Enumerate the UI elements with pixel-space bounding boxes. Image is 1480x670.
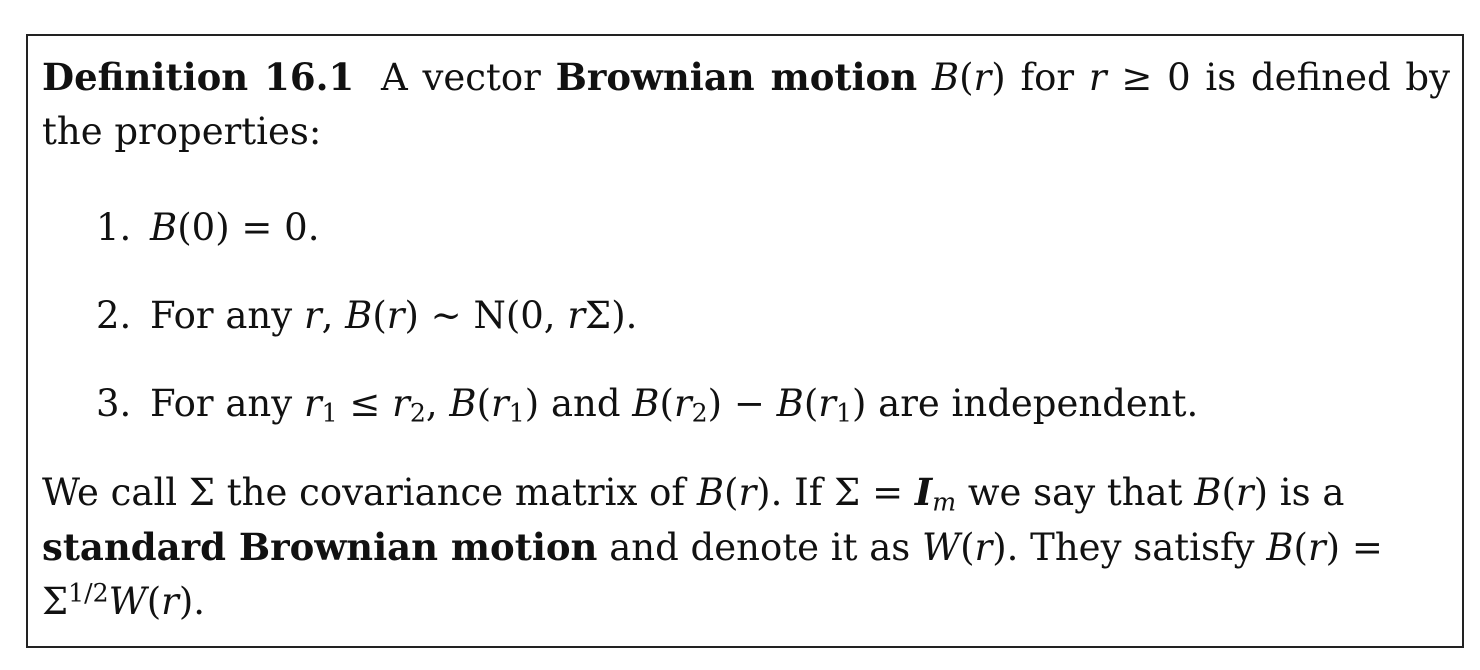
item-text: For any — [150, 294, 293, 337]
list-number: 2. — [96, 294, 132, 337]
outro-text-1: We call Σ the covariance matrix of — [42, 471, 686, 514]
outro-text-6: They satisfy — [1030, 526, 1255, 569]
exponent: 1/2 — [68, 578, 109, 608]
math-r: r — [303, 382, 322, 425]
outro-text-4: is a — [1279, 471, 1345, 514]
item-end-text: are independent. — [878, 382, 1199, 425]
list-item: 2. For any r, B(r) ~ N(0, rΣ). — [42, 289, 1450, 343]
sub-2: 2 — [409, 398, 426, 428]
definition-label: Definition 16.1 — [42, 55, 355, 99]
math-r: r — [161, 580, 179, 623]
list-item: 1. B(0) = 0. — [42, 201, 1450, 255]
math-r: r — [386, 294, 405, 337]
term-standard-brownian-motion: standard Brownian motion — [42, 525, 598, 569]
math-W: W — [108, 580, 147, 623]
definition-box — [26, 34, 1464, 648]
list-item: 3. For any $r_1 \le r_2$, $B(r_1)$ and $B(r_2) - B(r_1)$ are independent. — [42, 377, 1450, 431]
math-sigma: Σ — [42, 580, 69, 623]
math-B: B — [632, 382, 660, 425]
math-W: W — [922, 526, 961, 569]
for-text: for — [1020, 56, 1075, 99]
definition-content — [42, 50, 1450, 629]
item-text: For any — [150, 382, 293, 425]
outro-text-2: If Σ = — [794, 471, 904, 514]
math-r: r — [974, 526, 993, 569]
math-B: B — [449, 382, 477, 425]
math-r: r — [818, 382, 836, 425]
list-number: 3. — [96, 382, 132, 425]
outro-text-5: and denote it as — [609, 526, 911, 569]
sub-2: 2 — [691, 398, 708, 428]
list-number: 1. — [96, 206, 132, 249]
math-r: r — [1235, 471, 1254, 514]
sub-1: 1 — [321, 398, 338, 428]
definition-outro: We call Σ the covariance matrix of B(r). If $\Sigma = I_m$ we say that B(r) is a standard Brownian motion and denote it as W(r). They satisfy $B(r) = \Sigma^{1/2}W(r)$. — [42, 470, 1383, 623]
math-r: r — [392, 382, 410, 425]
math-r: r — [567, 294, 586, 337]
math-sigma: Σ — [585, 294, 612, 337]
math-B: B — [931, 56, 960, 99]
math-B: B — [150, 206, 178, 249]
sub-1: 1 — [835, 398, 852, 428]
intro-text-1: A vector — [380, 56, 541, 99]
and-text: and — [550, 382, 621, 425]
math-r: r — [673, 382, 692, 425]
math-B: B — [1194, 471, 1222, 514]
identity-sub: m — [932, 487, 957, 517]
outro-text-3: we say that — [967, 471, 1183, 514]
math-B: B — [345, 294, 373, 337]
math-r: r — [738, 471, 757, 514]
sub-1: 1 — [508, 398, 525, 428]
math-B: B — [1266, 526, 1294, 569]
math-r: r — [973, 56, 992, 99]
math-r-condition: r — [1088, 56, 1107, 99]
item-rest: = 0. — [229, 206, 320, 249]
definition-intro: Definition 16.1 A vector Brownian motion B(r) for r ≥ 0 is defined by the properties: — [42, 55, 1451, 153]
math-r: r — [1307, 526, 1326, 569]
properties-list — [42, 201, 1450, 431]
math-B: B — [776, 382, 804, 425]
math-r: r — [491, 382, 509, 425]
math-identity: I — [914, 470, 933, 514]
dist-symbol: N — [473, 294, 506, 337]
math-arg: 0 — [191, 206, 216, 249]
term-brownian-motion: Brownian motion — [555, 55, 918, 99]
intro-text-2: is defined by the properties: — [42, 56, 1451, 153]
math-r: r — [303, 294, 322, 337]
condition: ≥ 0 — [1121, 56, 1191, 99]
math-B: B — [696, 471, 725, 514]
